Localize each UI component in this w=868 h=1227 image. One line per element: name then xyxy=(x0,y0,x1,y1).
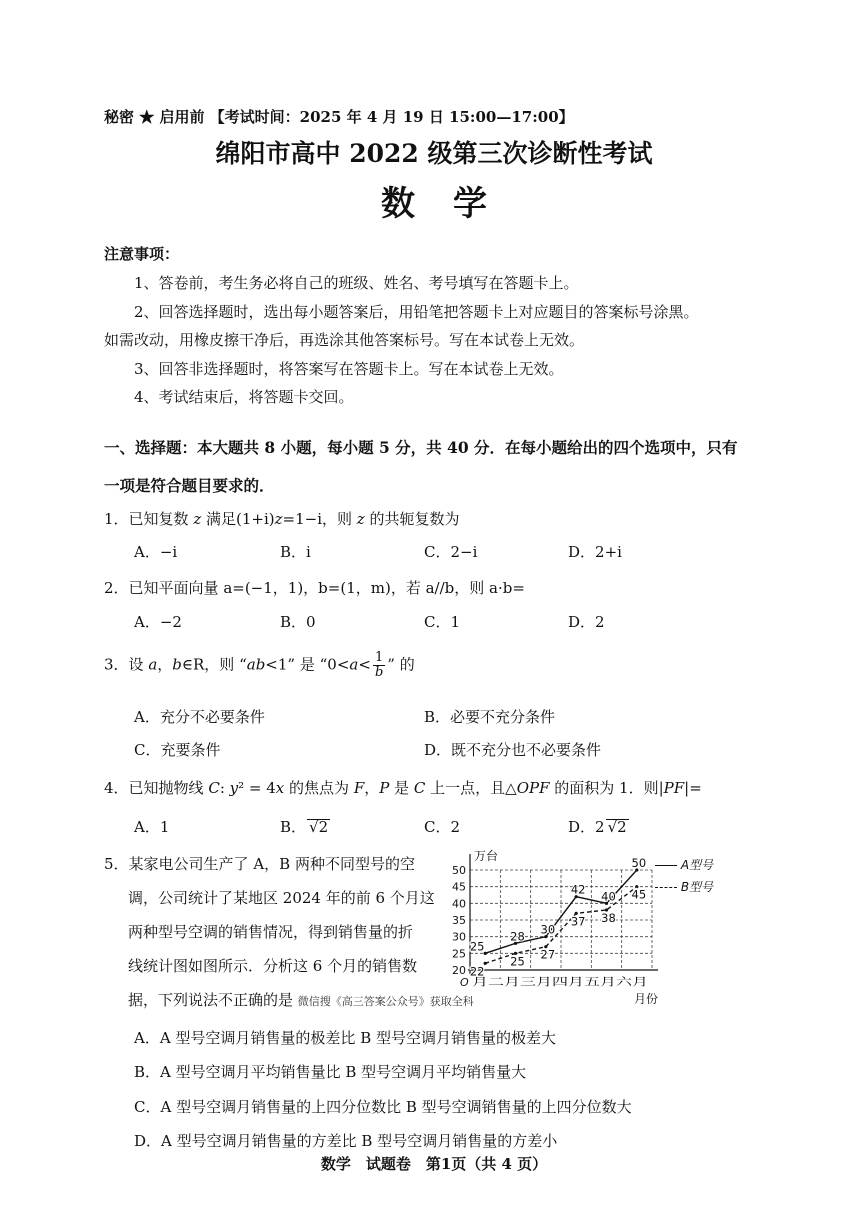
q4-option-a: A．1 xyxy=(134,818,170,836)
q4-option-b: B． √2 xyxy=(280,818,329,836)
q3-option-c: C．充要条件 xyxy=(134,741,221,759)
y-tick-label: 20 xyxy=(452,964,466,977)
sqrt-sign: √2 xyxy=(309,818,329,836)
data-label: 42 xyxy=(570,882,586,897)
data-label: 30 xyxy=(540,922,556,937)
legend-a: A型号 xyxy=(655,856,713,873)
x-category-labels: 月二月三月四月五月六月 xyxy=(472,976,648,988)
q4-option-c: C．2 xyxy=(424,818,461,836)
y-tick-label: 50 xyxy=(452,864,466,877)
question-5-line: 据，下列说法不正确的是 微信搜《高三答案公众号》获取全科 xyxy=(128,991,474,1009)
question-5-line: 两种型号空调的销售情况，得到销售量的折 xyxy=(128,923,414,941)
q5-option-c: C．A 型号空调月销售量的上四分位数比 B 型号空调销售量的上四分位数大 xyxy=(134,1098,632,1116)
notice-heading: 注意事项： xyxy=(104,245,180,263)
q2-option-b: B．0 xyxy=(280,613,316,631)
q5-option-a: A．A 型号空调月销售量的极差比 B 型号空调月销售量的极差大 xyxy=(134,1029,556,1047)
question-5-line: 线统计图如图所示．分析这 6 个月的销售数 xyxy=(128,957,418,975)
subject-title: 数学 xyxy=(381,184,525,224)
data-label: 40 xyxy=(601,889,616,904)
confidential-header: 秘密 ★ 启用前 【考试时间：2025 年 4 月 19 日 15:00—17:00】 xyxy=(104,108,574,126)
notice-item: 1、答卷前，考生务必将自己的班级、姓名、考号填写在答题卡上。 xyxy=(134,274,579,292)
data-label: 50 xyxy=(631,856,647,870)
data-label: 27 xyxy=(540,947,556,962)
notice-item: 2、回答选择题时，选出每小题答案后，用铅笔把答题卡上对应题目的答案标号涂黑。 xyxy=(134,303,699,321)
q1-option-b: B．i xyxy=(280,543,311,561)
page-footer: 数学 试题卷 第1页（共 4 页） xyxy=(320,1155,548,1173)
x-axis-title: 月份 xyxy=(634,992,659,1006)
notice-item: 如需改动，用橡皮擦干净后，再选涂其他答案标号。写在本试卷上无效。 xyxy=(104,331,585,349)
q2-option-d: D．2 xyxy=(568,613,605,631)
section-heading: 一、选择题：本大题共 8 小题，每小题 5 分，共 40 分．在每小题给出的四个选项中，只有 xyxy=(104,438,738,457)
legend-b: B型号 xyxy=(655,878,713,895)
q3-option-d: D．既不充分也不必要条件 xyxy=(424,741,602,759)
fraction: $\frac{1}{b}$ xyxy=(374,650,384,680)
data-label: 37 xyxy=(570,914,586,929)
notice-item: 3、回答非选择题时，将答案写在答题卡上。写在本试卷上无效。 xyxy=(134,360,564,378)
q2-option-c: C．1 xyxy=(424,613,461,631)
q3-option-a: A．充分不必要条件 xyxy=(134,708,265,726)
question-1: 1．已知复数 z 满足(1+i)z=1−i，则 z 的共轭复数为 xyxy=(104,510,460,528)
q5-option-b: B．A 型号空调月平均销售量比 B 型号空调月平均销售量大 xyxy=(134,1063,527,1081)
q1-option-c: C．2−i xyxy=(424,543,478,561)
question-5: 5．某家电公司生产了 A，B 两种不同型号的空 xyxy=(104,855,415,873)
notice-item: 4、考试结束后，将答题卡交回。 xyxy=(134,388,354,406)
q2-option-a: A．−2 xyxy=(134,613,182,631)
legend-a-swatch xyxy=(655,865,677,866)
q1-option-a: A．−i xyxy=(134,543,178,561)
y-tick-label: 30 xyxy=(452,930,466,944)
legend-b-swatch xyxy=(655,887,677,888)
question-4: 4．已知抛物线 C: y² = 4x 的焦点为 F，P 是 C 上一点，且△OPF 的面积为 1．则|PF|= xyxy=(104,779,702,797)
q5-option-d: D．A 型号空调月销售量的方差比 B 型号空调月销售量的方差小 xyxy=(134,1132,558,1150)
question-3: 3．设 a，b∈R，则 “ab<1” 是 “0<a< $\frac{1}{b}$ ” 的 xyxy=(104,650,415,680)
data-label: 22 xyxy=(469,964,485,979)
y-tick-label: 40 xyxy=(452,897,466,911)
q1-option-d: D．2+i xyxy=(568,543,622,561)
y-tick-label: 35 xyxy=(452,914,466,927)
origin-label: O xyxy=(460,976,469,989)
y-tick-label: 25 xyxy=(452,947,466,961)
q4-option-d: D．2 √2 xyxy=(568,818,627,836)
data-label: 25 xyxy=(510,954,525,969)
section-heading-cont: 一项是符合题目要求的． xyxy=(104,476,275,495)
data-label: 28 xyxy=(510,929,525,944)
q3-option-b: B．必要不充分条件 xyxy=(424,708,556,726)
watermark-text: 微信搜《高三答案公众号》获取全科 xyxy=(297,995,474,1008)
sqrt-sign: √2 xyxy=(607,818,627,836)
y-axis-title: 万台 xyxy=(474,849,499,863)
question-5-line: 调，公司统计了某地区 2024 年的前 6 个月这 xyxy=(128,889,435,907)
data-label: 45 xyxy=(631,887,647,902)
data-label: 38 xyxy=(601,911,616,925)
y-tick-label: 45 xyxy=(452,880,466,894)
question-2: 2．已知平面向量 a=(−1，1)，b=(1，m)，若 a//b，则 a·b= xyxy=(104,579,525,597)
exam-title: 绵阳市高中 2022 级第三次诊断性考试 xyxy=(215,139,653,168)
data-label: 25 xyxy=(469,939,485,954)
